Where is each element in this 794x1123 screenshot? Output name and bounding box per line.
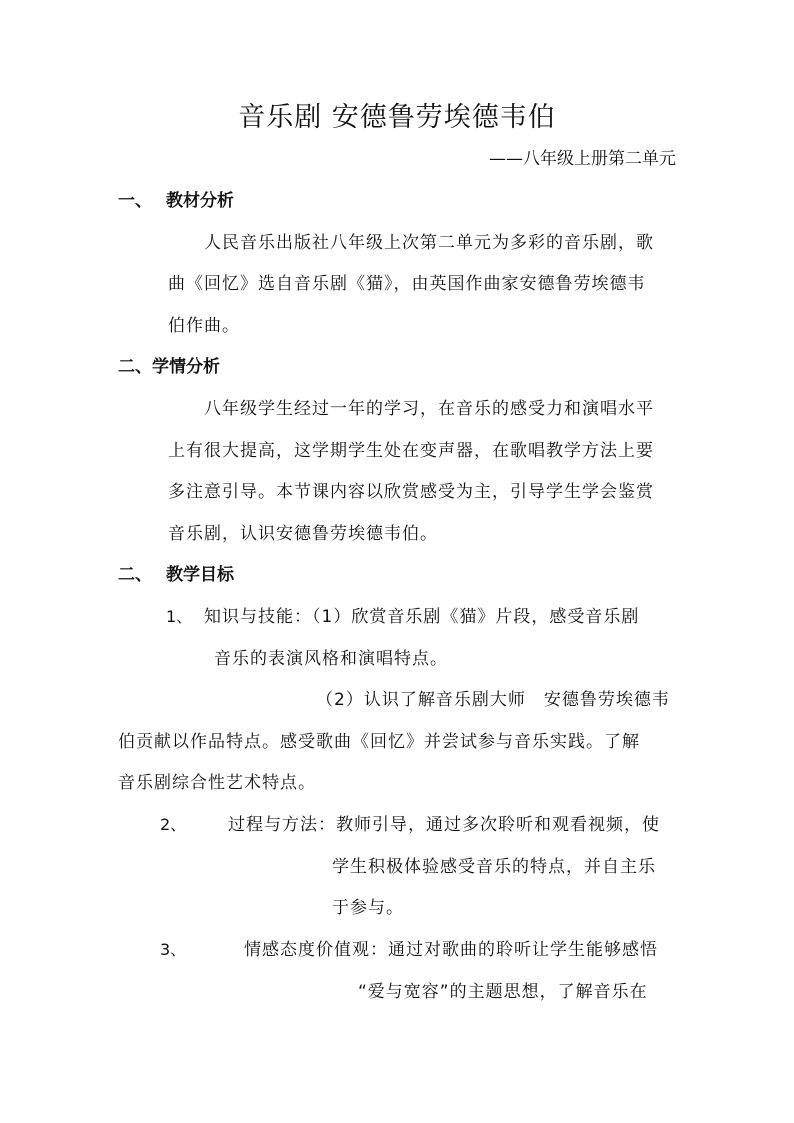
item-line: 情感态度价值观：通过对歌曲的聆听让学生能够感悟 bbox=[244, 940, 658, 960]
paragraph-line: 上有很大提高，这学期学生处在变声器，在歌唱教学方法上要 bbox=[168, 441, 654, 461]
paragraph-line: 人民音乐出版社八年级上次第二单元为多彩的音乐剧，歌 bbox=[204, 233, 654, 253]
item-line: “爱与宽容”的主题思想，了解音乐在 bbox=[358, 982, 648, 1002]
item-line: （2）认识了解音乐剧大师 安德鲁劳埃德韦 bbox=[316, 690, 670, 710]
item-3-number: 3、 bbox=[160, 940, 187, 959]
item-line: 过程与方法：教师引导，通过多次聆听和观看视频，使 bbox=[228, 815, 660, 835]
paragraph-line: 八年级学生经过一年的学习，在音乐的感受力和演唱水平 bbox=[204, 399, 654, 419]
item-line: 学生积极体验感受音乐的特点，并自主乐 bbox=[332, 857, 656, 877]
section-1-number: 一、 bbox=[118, 191, 152, 211]
item-2-number: 2、 bbox=[160, 815, 187, 834]
section-2-heading: 二、学情分析 bbox=[118, 357, 220, 377]
document-title: 音乐剧 安德鲁劳埃德韦伯 bbox=[238, 102, 556, 133]
item-1-number: 1、 bbox=[166, 607, 193, 626]
paragraph-line: 多注意引导。本节课内容以欣赏感受为主，引导学生学会鉴赏 bbox=[168, 482, 654, 502]
item-line: 知识与技能：（1）欣赏音乐剧《猫》片段，感受音乐剧 bbox=[204, 607, 640, 627]
section-3-heading: 教学目标 bbox=[166, 565, 234, 585]
document-subtitle: ——八年级上册第二单元 bbox=[489, 149, 676, 169]
item-line: 伯贡献以作品特点。感受歌曲《回忆》并尝试参与音乐实践。了解 bbox=[118, 732, 640, 752]
section-3-number: 二、 bbox=[118, 565, 152, 585]
paragraph-line: 音乐剧，认识安德鲁劳埃德韦伯。 bbox=[168, 524, 438, 544]
section-1-heading: 教材分析 bbox=[166, 191, 234, 211]
item-line: 音乐剧综合性艺术特点。 bbox=[118, 773, 316, 793]
paragraph-line: 曲《回忆》选自音乐剧《猫》，由英国作曲家安德鲁劳埃德韦 bbox=[168, 274, 646, 294]
item-line: 音乐的表演风格和演唱特点。 bbox=[214, 649, 448, 669]
paragraph-line: 伯作曲。 bbox=[168, 316, 240, 336]
item-line: 于参与。 bbox=[332, 898, 404, 918]
